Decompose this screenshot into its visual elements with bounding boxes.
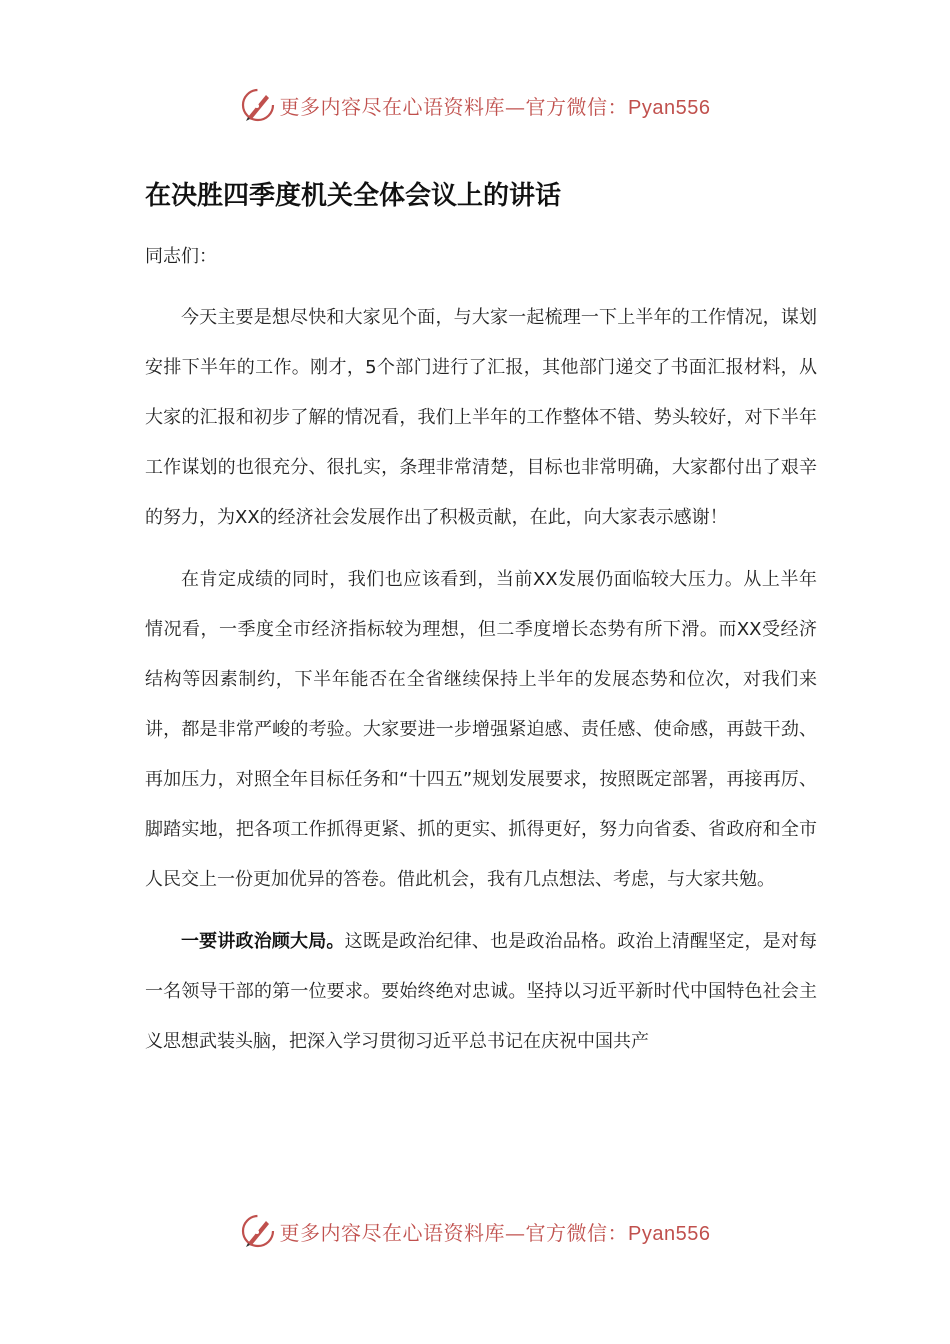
watermark-footer [0,1211,950,1251]
pen-logo-icon [240,87,276,123]
paragraph-text: 这既是政治纪律、也是政治品格。政治上清醒坚定，是对每一名领导干部的第一位要求。要始终绝对忠诚。坚持以习近平新时代中国特色社会主义思想武装头脑，把深入学习贯彻习近平总书记在庆祝中国共产 [145,931,818,1052]
paragraph-text: 今天主要是想尽快和大家见个面，与大家一起梳理一下上半年的工作情况，谋划安排下半年的工作。刚才，5个部门进行了汇报，其他部门递交了书面汇报材料，从大家的汇报和初步了解的情况看，我们上半年的工作整体不错、势头较好，对下半年工作谋划的也很充分、很扎实，条理非常清楚，目标也非常明确，大家都付出了艰辛的努力，为XX的经济社会发展作出了积极贡献，在此，向大家表示感谢！ [145,307,817,528]
paragraph-lead: 一要讲政治顾大局。 [181,931,345,952]
pen-logo-icon [240,1213,276,1249]
paragraph-2 [145,555,817,905]
watermark-text: 更多内容尽在心语资料库—官方微信：Pyan556 [279,94,711,119]
paragraph-3 [145,917,817,1067]
watermark-handle: Pyan556 [628,1222,711,1245]
paragraph-text: 在肯定成绩的同时，我们也应该看到，当前XX发展仍面临较大压力。从上半年情况看，一季度全市经济指标较为理想，但二季度增长态势有所下滑。而XX受经济结构等因素制约，下半年能否在全省继续保持上半年的发展态势和位次，对我们来讲，都是非常严峻的考验。大家要进一步增强紧迫感、责任感、使命感，再鼓干劲、再加压力，对照全年目标任务和“十四五”规划发展要求，按照既定部署，再接再厉、脚踏实地，把各项工作抓得更紧、抓的更实、抓得更好，努力向省委、省政府和全市人民交上一份更加优异的答卷。借此机会，我有几点想法、考虑，与大家共勉。 [145,569,817,890]
watermark-text: 更多内容尽在心语资料库—官方微信：Pyan556 [279,1220,711,1245]
document-title: 在决胜四季度机关全体会议上的讲话 [145,181,562,211]
watermark-handle: Pyan556 [628,96,711,119]
salutation: 同志们： [145,246,217,267]
paragraph-1 [145,293,817,543]
watermark-header [0,85,950,125]
document-body [145,293,817,1079]
